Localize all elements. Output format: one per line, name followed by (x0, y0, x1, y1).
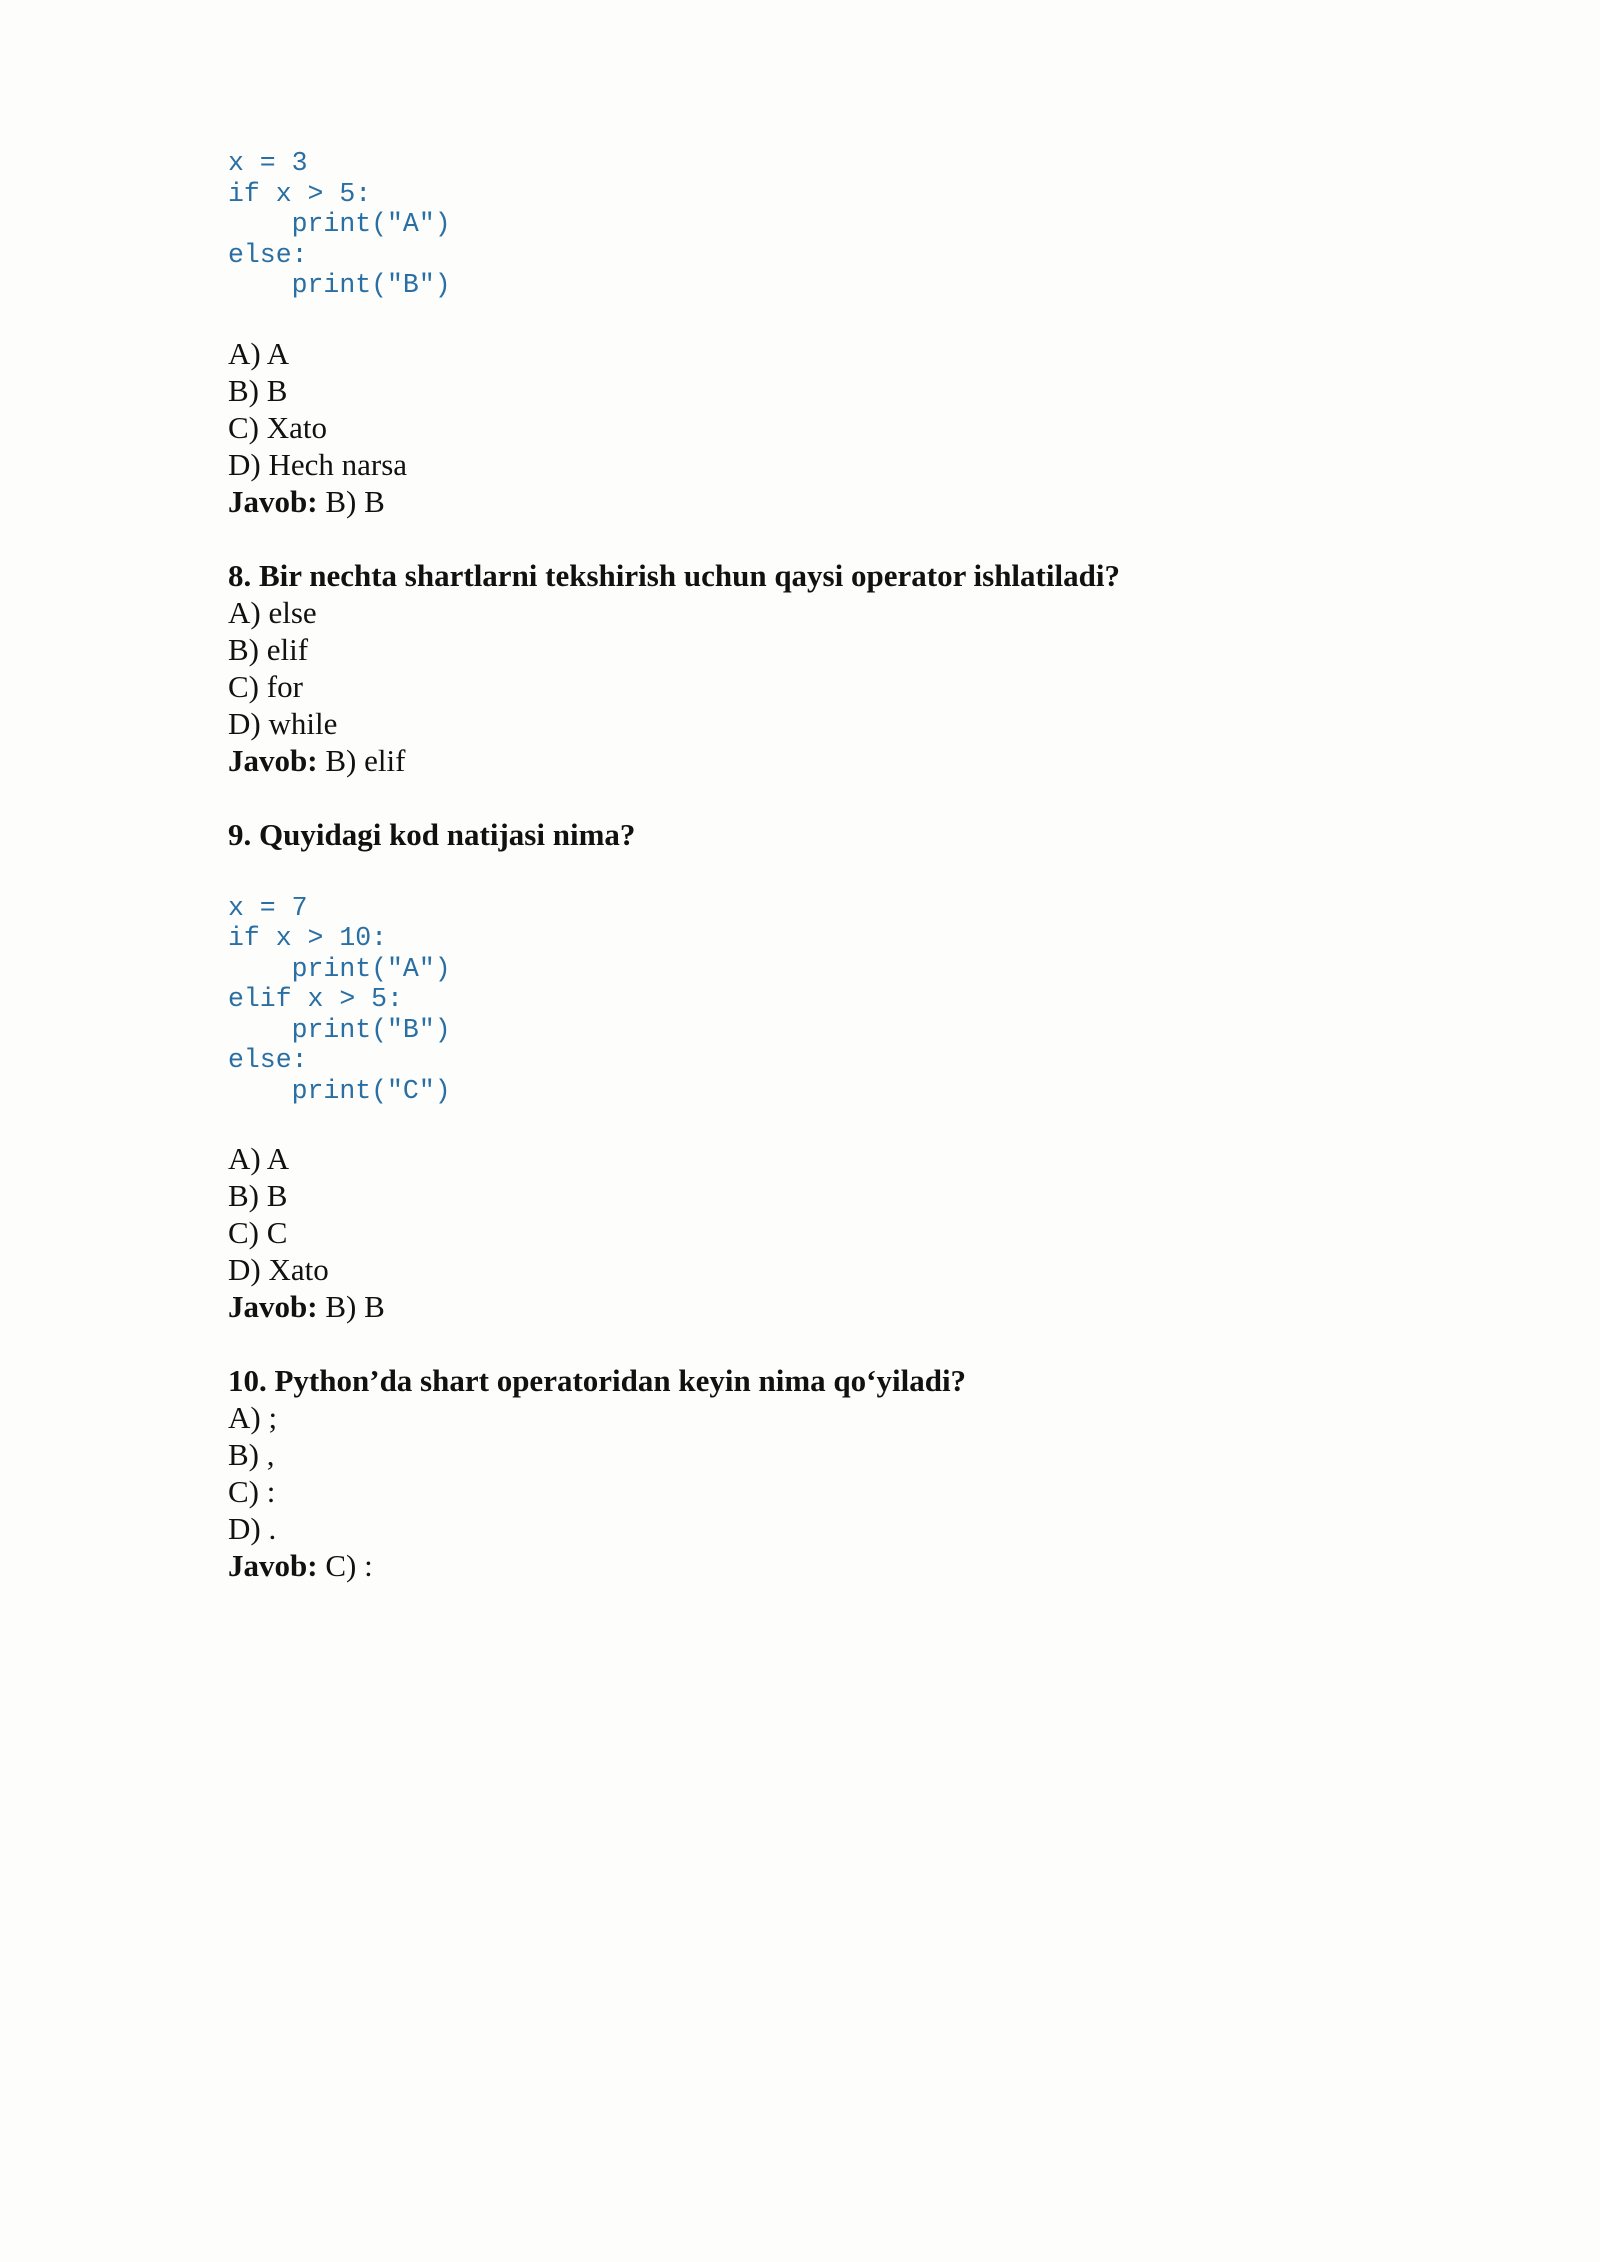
answer-value: C) : (317, 1548, 373, 1583)
option-item: C) C (228, 1215, 288, 1250)
answer-label: Javob: (228, 1548, 318, 1583)
option-item: C) for (228, 668, 303, 704)
answer-label: Javob: (228, 742, 318, 778)
answer-value: B) B (317, 1289, 385, 1324)
option-item: A) A (228, 1141, 290, 1176)
code-line: print("A") (228, 953, 451, 984)
answer-value: B) B (317, 483, 385, 519)
code-line: print("A") (228, 209, 451, 239)
option-item: C) Xato (228, 409, 328, 445)
option-item: D) . (228, 1511, 277, 1546)
question-heading: 9. Quyidagi kod natijasi nima? (228, 816, 636, 852)
answer-line (228, 742, 1408, 779)
option-item: B) B (228, 1178, 288, 1213)
question-heading: 10. Python’da shart operatoridan keyin nima qo‘yiladi? (228, 1363, 967, 1398)
question-heading: 8. Bir nechta shartlarni tekshirish uchun qaysi operator ishlatiladi? (228, 557, 1120, 593)
code-line: x = 3 (228, 148, 308, 178)
option-item: B) B (228, 372, 288, 408)
answer-line (228, 1288, 1408, 1325)
code-line: print("B") (228, 1014, 451, 1045)
code-line: else: (228, 1045, 308, 1075)
options-list-1 (228, 335, 1408, 520)
code-line: print("C") (228, 1075, 451, 1106)
question-10 (228, 1362, 1408, 1584)
code-block-1 (228, 148, 1408, 301)
question-8 (228, 557, 1408, 779)
code-line: if x > 10: (228, 923, 388, 953)
answer-label: Javob: (228, 483, 318, 519)
answer-line (228, 1547, 1408, 1584)
option-item: D) Hech narsa (228, 446, 408, 482)
question-9 (228, 816, 1408, 1326)
option-item: A) ; (228, 1400, 278, 1435)
code-block-2 (228, 893, 1408, 1107)
code-line: if x > 5: (228, 178, 372, 209)
answer-label: Javob: (228, 1289, 318, 1324)
code-line: x = 7 (228, 892, 308, 923)
option-item: B) elif (228, 631, 309, 667)
option-item: C) : (228, 1474, 276, 1509)
answer-line (228, 483, 1408, 520)
option-item: D) Xato (228, 1252, 329, 1287)
document-page (228, 148, 1408, 1584)
code-line: else: (228, 239, 308, 270)
option-item: B) , (228, 1437, 275, 1472)
option-item: D) while (228, 705, 338, 741)
code-line: elif x > 5: (228, 984, 403, 1014)
answer-value: B) elif (317, 742, 406, 778)
option-item: A) A (228, 335, 290, 371)
code-line: print("B") (228, 270, 451, 300)
option-item: A) else (228, 594, 317, 630)
